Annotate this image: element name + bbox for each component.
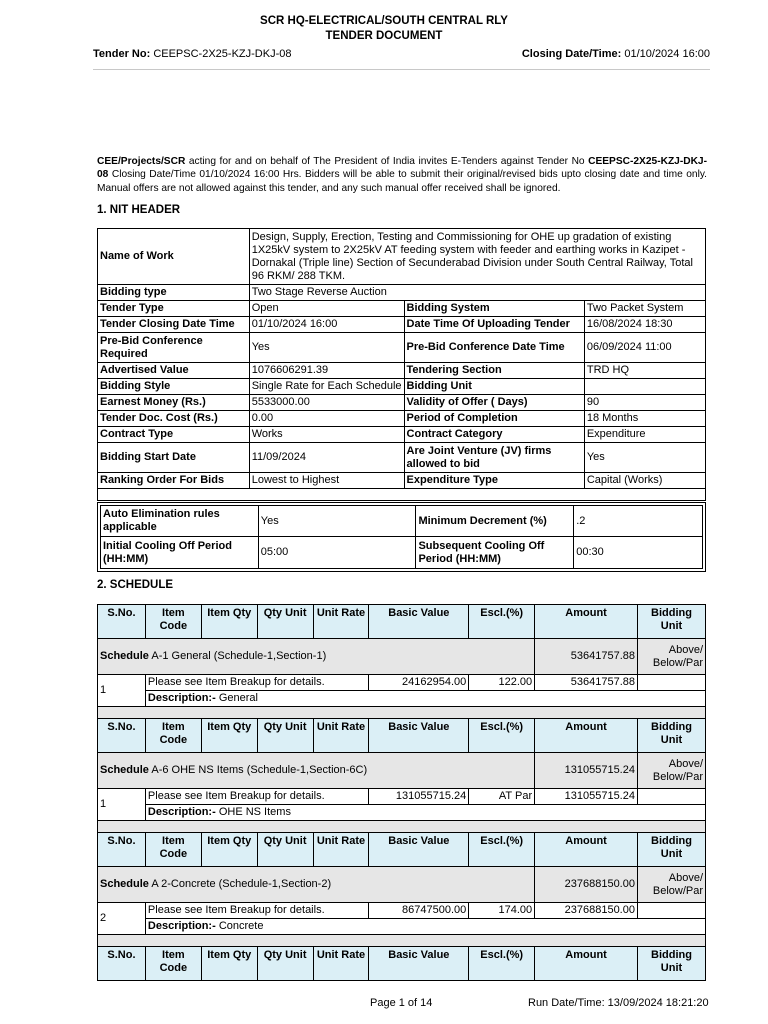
auto-value: 05:00	[258, 537, 416, 569]
schedule-bidding-unit: Above/ Below/Par	[637, 867, 705, 903]
run-datetime: Run Date/Time: 13/09/2024 18:21:20	[528, 997, 709, 1009]
item-bidding-unit	[637, 903, 705, 919]
col-unit-rate: Unit Rate	[313, 605, 369, 639]
schedule-name-cell	[98, 867, 535, 903]
tender-number-label: Tender No:	[93, 48, 151, 60]
schedule-item-row	[98, 675, 706, 691]
nit-label: Tender Type	[98, 301, 250, 317]
nit-value	[584, 379, 705, 395]
item-basic-value: 24162954.00	[369, 675, 469, 691]
nit-value: Open	[249, 301, 404, 317]
schedule-amount: 53641757.88	[535, 639, 638, 675]
col-qty-unit: Qty Unit	[257, 947, 313, 981]
schedule-amount: 131055715.24	[535, 753, 638, 789]
nit-label: Earnest Money (Rs.)	[98, 395, 250, 411]
spacer-cell	[98, 821, 706, 833]
item-escl: 174.00	[469, 903, 535, 919]
schedule-name: A-1 General (Schedule-1,Section-1)	[151, 650, 327, 662]
page-number: Page 1 of 14	[370, 997, 433, 1009]
nit-label: Period of Completion	[404, 411, 584, 427]
description-label: Description:-	[147, 692, 216, 704]
col-qty-unit: Qty Unit	[257, 719, 313, 753]
nit-label: Expenditure Type	[404, 473, 584, 489]
tender-number-value: CEEPSC-2X25-KZJ-DKJ-08	[153, 48, 292, 60]
nit-row	[98, 443, 706, 473]
col-sno: S.No.	[98, 833, 146, 867]
nit-label: Date Time Of Uploading Tender	[404, 317, 584, 333]
description-value: Concrete	[218, 920, 264, 932]
intro-paragraph	[97, 155, 707, 195]
auto-row	[101, 506, 703, 537]
nit-value: 11/09/2024	[249, 443, 404, 473]
header-divider	[93, 69, 710, 70]
item-amount: 237688150.00	[535, 903, 638, 919]
nit-value: 90	[584, 395, 705, 411]
schedule-bidding-unit: Above/ Below/Par	[637, 753, 705, 789]
col-item-code: Item Code	[145, 947, 201, 981]
auto-label: Minimum Decrement (%)	[416, 506, 574, 537]
col-escl: Escl.(%)	[469, 833, 535, 867]
col-bidding-unit: Bidding Unit	[637, 719, 705, 753]
nit-value: 01/10/2024 16:00	[249, 317, 404, 333]
spacer-cell	[98, 935, 706, 947]
schedule-header-row	[98, 719, 706, 753]
tender-number	[93, 48, 291, 60]
col-item-qty: Item Qty	[201, 947, 257, 981]
col-amount: Amount	[535, 605, 638, 639]
item-bidding-unit	[637, 789, 705, 805]
schedule-heading: 2. SCHEDULE	[97, 579, 174, 591]
nit-value: Lowest to Highest	[249, 473, 404, 489]
nit-label: Ranking Order For Bids	[98, 473, 250, 489]
col-amount: Amount	[535, 719, 638, 753]
intro-text-1: acting for and on behalf of The President of India invites E-Tenders against Tender No	[185, 156, 589, 167]
nit-row	[98, 363, 706, 379]
schedule-spacer-row	[98, 935, 706, 947]
schedule-amount: 237688150.00	[535, 867, 638, 903]
item-description	[145, 805, 705, 821]
schedule-header-row	[98, 947, 706, 981]
nit-row	[98, 333, 706, 363]
nit-row	[98, 427, 706, 443]
nit-spacer-cell	[98, 489, 706, 501]
intro-tender-no: CEEPSC-2X25-KZJ-DKJ-08	[97, 156, 707, 181]
intro-text-2: Closing Date/Time 01/10/2024 16:00 Hrs. Bidders will be able to submit their original/revised bids upto closing date and time only. Manual offers are not allowed against this tender, and any such manual offer received shall be ignored.	[97, 169, 707, 194]
nit-spacer-row	[98, 489, 706, 501]
nit-row	[98, 317, 706, 333]
item-basic-value: 86747500.00	[369, 903, 469, 919]
nit-value: Expenditure	[584, 427, 705, 443]
spacer-cell	[98, 707, 706, 719]
document-title: TENDER DOCUMENT	[325, 30, 443, 42]
schedule-header-row	[98, 833, 706, 867]
col-item-qty: Item Qty	[201, 605, 257, 639]
nit-label: Tender Closing Date Time	[98, 317, 250, 333]
description-value: General	[218, 692, 258, 704]
nit-value: 5533000.00	[249, 395, 404, 411]
col-item-qty: Item Qty	[201, 719, 257, 753]
intro-org: CEE/Projects/SCR	[97, 156, 186, 167]
nit-label: Advertised Value	[98, 363, 250, 379]
nit-value: Works	[249, 427, 404, 443]
schedule-spacer-row	[98, 707, 706, 719]
col-item-code: Item Code	[145, 833, 201, 867]
schedule-summary-row	[98, 753, 706, 789]
closing-datetime	[522, 48, 710, 60]
col-unit-rate: Unit Rate	[313, 833, 369, 867]
item-basic-value: 131055715.24	[369, 789, 469, 805]
auto-label: Auto Elimination rules applicable	[101, 506, 259, 537]
description-label: Description:-	[147, 806, 216, 818]
auto-label: Initial Cooling Off Period (HH:MM)	[101, 537, 259, 569]
name-of-work-value: Design, Supply, Erection, Testing and Commissioning for OHE up gradation of existing 1X25kV system to 2X25kV AT feeding system with feeder and earthing works in Kazipet - Dornakal (Triple line) Section of Secunderabad Division under South Central Railway, Total 96 RKM/ 288 TKM.	[249, 229, 705, 285]
auto-value: .2	[574, 506, 703, 537]
nit-value: Yes	[584, 443, 705, 473]
schedule-name-cell	[98, 753, 535, 789]
nit-value: Yes	[249, 333, 404, 363]
nit-header-heading: 1. NIT HEADER	[97, 204, 181, 216]
col-bidding-unit: Bidding Unit	[637, 833, 705, 867]
nit-value: TRD HQ	[584, 363, 705, 379]
description-value: OHE NS Items	[218, 806, 291, 818]
col-unit-rate: Unit Rate	[313, 947, 369, 981]
schedule-label: Schedule	[100, 764, 149, 776]
nit-label: Tender Doc. Cost (Rs.)	[98, 411, 250, 427]
item-escl: 122.00	[469, 675, 535, 691]
schedule-description-row	[98, 919, 706, 935]
col-basic-value: Basic Value	[369, 947, 469, 981]
schedule-name: A 2-Concrete (Schedule-1,Section-2)	[151, 878, 332, 890]
nit-label: Bidding Start Date	[98, 443, 250, 473]
col-escl: Escl.(%)	[469, 719, 535, 753]
col-basic-value: Basic Value	[369, 833, 469, 867]
col-bidding-unit: Bidding Unit	[637, 605, 705, 639]
nit-label: Validity of Offer ( Days)	[404, 395, 584, 411]
schedule-table	[97, 604, 706, 981]
nit-value: Capital (Works)	[584, 473, 705, 489]
nit-row-bidding-type	[98, 285, 706, 301]
schedule-spacer-row	[98, 821, 706, 833]
description-label: Description:-	[147, 920, 216, 932]
bidding-type-label: Bidding type	[98, 285, 250, 301]
nit-row	[98, 411, 706, 427]
col-escl: Escl.(%)	[469, 947, 535, 981]
item-breakup-note: Please see Item Breakup for details.	[145, 903, 368, 919]
nit-value: 16/08/2024 18:30	[584, 317, 705, 333]
schedule-item-row	[98, 903, 706, 919]
nit-value: Two Packet System	[584, 301, 705, 317]
col-item-qty: Item Qty	[201, 833, 257, 867]
nit-value: Single Rate for Each Schedule	[249, 379, 404, 395]
schedule-item-row	[98, 789, 706, 805]
auto-value: 00:30	[574, 537, 703, 569]
col-qty-unit: Qty Unit	[257, 833, 313, 867]
name-of-work-label: Name of Work	[98, 229, 250, 285]
bidding-type-value: Two Stage Reverse Auction	[249, 285, 705, 301]
auto-elimination-box	[97, 502, 706, 572]
item-sno: 2	[98, 903, 146, 935]
nit-table	[97, 228, 706, 501]
col-basic-value: Basic Value	[369, 719, 469, 753]
col-bidding-unit: Bidding Unit	[637, 947, 705, 981]
nit-label: Bidding Unit	[404, 379, 584, 395]
nit-label: Contract Type	[98, 427, 250, 443]
col-escl: Escl.(%)	[469, 605, 535, 639]
nit-row	[98, 379, 706, 395]
nit-label: Tendering Section	[404, 363, 584, 379]
nit-label: Contract Category	[404, 427, 584, 443]
col-sno: S.No.	[98, 605, 146, 639]
item-bidding-unit	[637, 675, 705, 691]
col-sno: S.No.	[98, 719, 146, 753]
schedule-summary-row	[98, 639, 706, 675]
nit-value: 18 Months	[584, 411, 705, 427]
schedule-description-row	[98, 691, 706, 707]
item-sno: 1	[98, 675, 146, 707]
schedule-description-row	[98, 805, 706, 821]
schedule-label: Schedule	[100, 650, 149, 662]
col-basic-value: Basic Value	[369, 605, 469, 639]
closing-datetime-value: 01/10/2024 16:00	[624, 48, 710, 60]
document-org-title: SCR HQ-ELECTRICAL/SOUTH CENTRAL RLY	[260, 15, 508, 27]
schedule-name: A-6 OHE NS Items (Schedule-1,Section-6C)	[151, 764, 368, 776]
auto-row	[101, 537, 703, 569]
nit-row-name-of-work	[98, 229, 706, 285]
nit-value: 0.00	[249, 411, 404, 427]
col-item-code: Item Code	[145, 719, 201, 753]
item-breakup-note: Please see Item Breakup for details.	[145, 789, 368, 805]
nit-row	[98, 301, 706, 317]
schedule-summary-row	[98, 867, 706, 903]
col-amount: Amount	[535, 833, 638, 867]
nit-label: Bidding System	[404, 301, 584, 317]
item-escl: AT Par	[469, 789, 535, 805]
nit-value: 06/09/2024 11:00	[584, 333, 705, 363]
nit-label: Bidding Style	[98, 379, 250, 395]
schedule-label: Schedule	[100, 878, 149, 890]
col-qty-unit: Qty Unit	[257, 605, 313, 639]
item-amount: 131055715.24	[535, 789, 638, 805]
col-unit-rate: Unit Rate	[313, 719, 369, 753]
item-sno: 1	[98, 789, 146, 821]
col-sno: S.No.	[98, 947, 146, 981]
auto-elimination-table	[100, 505, 703, 569]
schedule-bidding-unit: Above/ Below/Par	[637, 639, 705, 675]
schedule-header-row	[98, 605, 706, 639]
nit-label: Pre-Bid Conference Required	[98, 333, 250, 363]
closing-datetime-label: Closing Date/Time:	[521, 48, 622, 60]
nit-label: Are Joint Venture (JV) firms allowed to bid	[404, 443, 584, 473]
nit-row	[98, 395, 706, 411]
col-item-code: Item Code	[145, 605, 201, 639]
auto-value: Yes	[258, 506, 416, 537]
item-amount: 53641757.88	[535, 675, 638, 691]
nit-label: Pre-Bid Conference Date Time	[404, 333, 584, 363]
nit-row	[98, 473, 706, 489]
auto-label: Subsequent Cooling Off Period (HH:MM)	[416, 537, 574, 569]
col-amount: Amount	[535, 947, 638, 981]
item-breakup-note: Please see Item Breakup for details.	[145, 675, 368, 691]
item-description	[145, 919, 705, 935]
item-description	[145, 691, 705, 707]
nit-value: 1076606291.39	[249, 363, 404, 379]
schedule-name-cell	[98, 639, 535, 675]
